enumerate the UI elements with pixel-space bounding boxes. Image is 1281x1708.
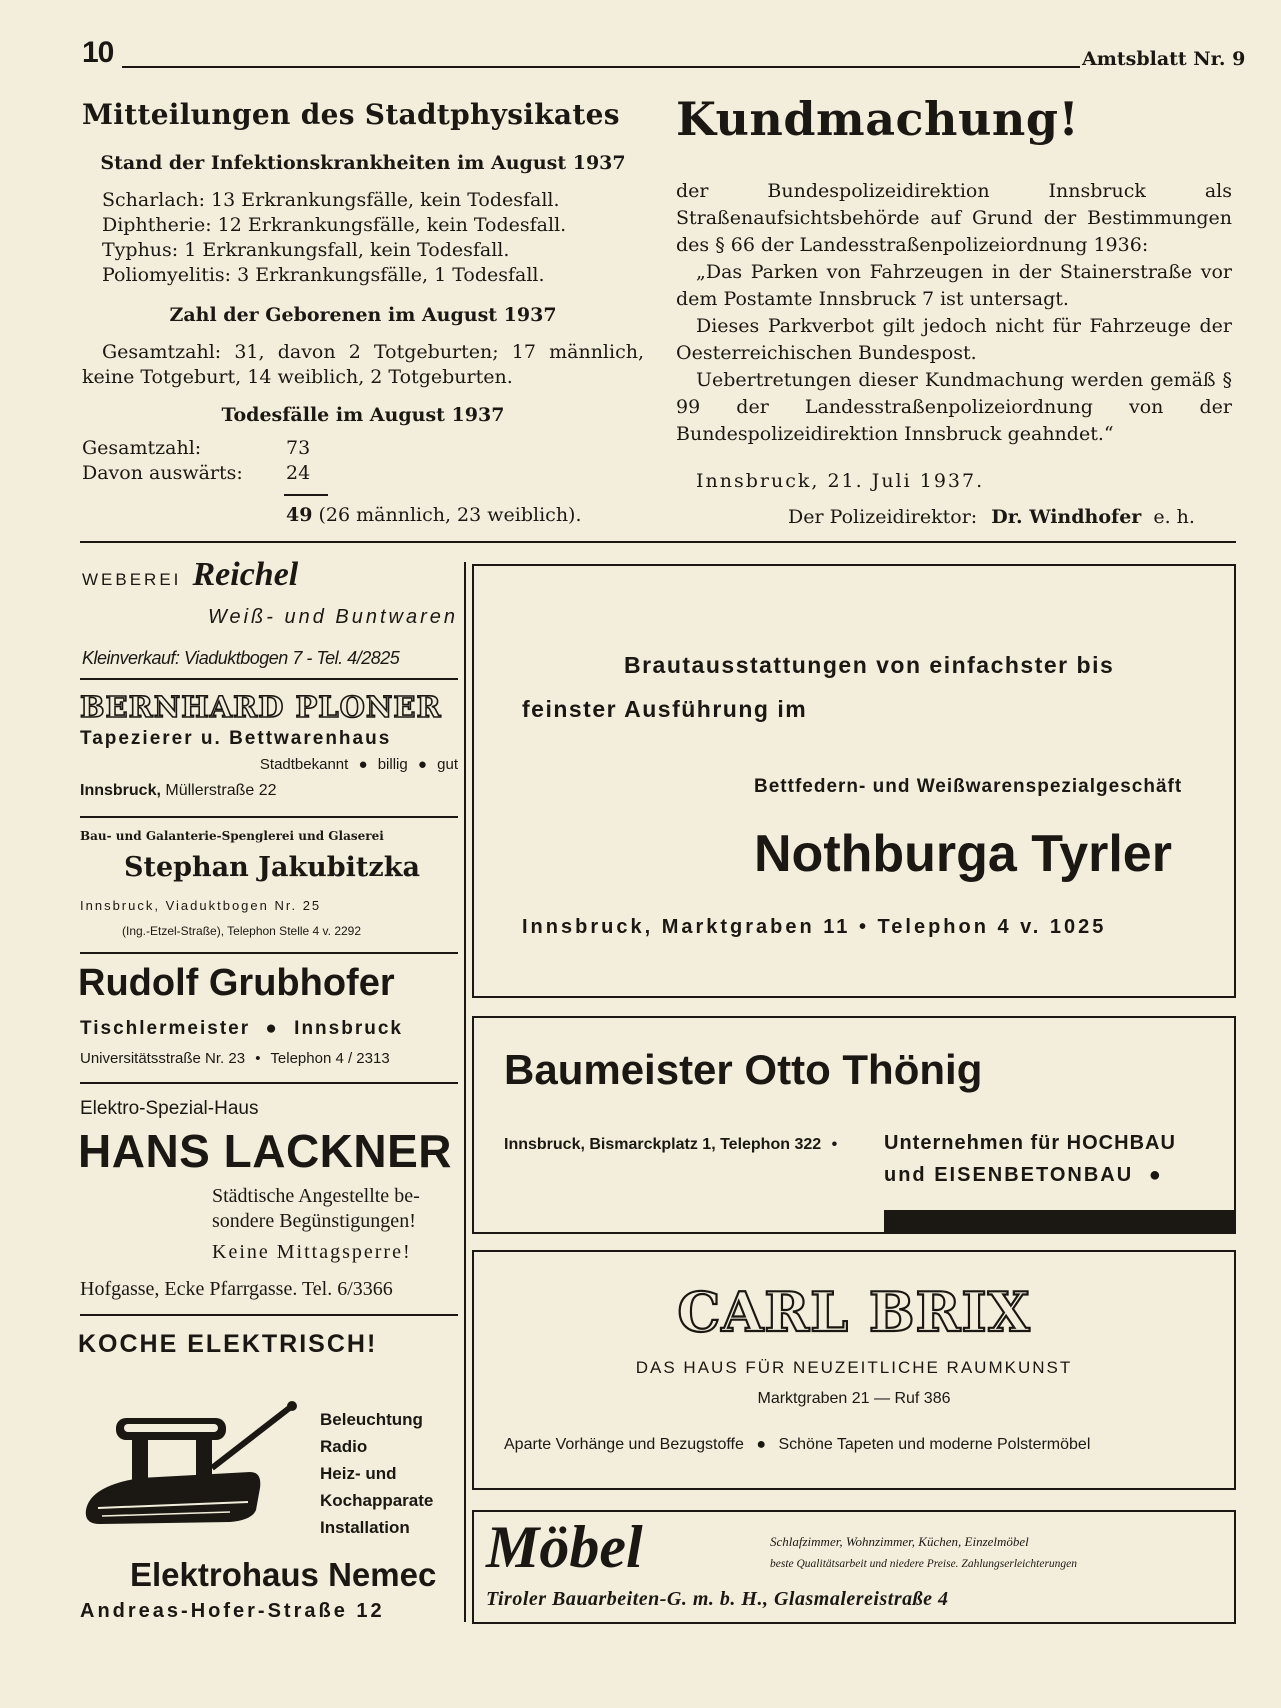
nemec-name: Elektrohaus Nemec [130,1556,437,1593]
jakubitzka-name: Stephan Jakubitzka [124,852,420,883]
thoenig-address-text: Innsbruck, Bismarckplatz 1, Telephon 322 [504,1136,822,1153]
tyrler-line2: feinster Ausführung im [522,696,808,722]
page-number: 10 [82,36,114,69]
bullet-icon: ● [1148,1164,1163,1186]
ad-moebel [472,1510,1236,1624]
tyrler-trade: Bettfedern- und Weißwarenspezialgeschäft [754,776,1183,797]
tyrler-address: Innsbruck, Marktgraben 11 • Telephon 4 v. 1025 [522,916,1107,938]
bullet-icon: • [831,1136,838,1153]
signature-suffix: e. h. [1153,506,1195,528]
lackner-name: HANS LACKNER [78,1125,452,1177]
ploner-tag: gut [437,756,458,773]
infection-line: Diphtherie: 12 Erkrankungsfälle, kein Todesfall. [102,214,567,236]
deaths-total [286,504,582,526]
bullet-icon: ● [358,756,368,773]
deaths-total-note: (26 männlich, 23 weiblich). [318,504,582,526]
ad-divider [80,1314,458,1316]
ad-divider [80,952,458,954]
ploner-tag: billig [377,756,408,773]
thoenig-services2: und EISENBETONBAU [884,1164,1134,1186]
ploner-city: Innsbruck, [80,782,161,799]
deaths-value: 24 [286,462,311,484]
thoenig-address [504,1136,843,1154]
bullet-icon: • [255,1050,261,1067]
deaths-value: 73 [286,437,311,459]
grubhofer-street: Universitätsstraße Nr. 23 [80,1050,246,1067]
nemec-item: Kochapparate [320,1491,434,1510]
deaths-row [82,436,310,461]
lackner-kicker: Elektro-Spezial-Haus [80,1098,259,1119]
ploner-trade: Tapezierer u. Bettwarenhaus [80,728,392,749]
ad-brix [472,1250,1236,1490]
ploner-street: Müllerstraße 22 [165,782,277,799]
ad-reichel [82,556,458,594]
moebel-company: Tiroler Bauarbeiten-G. m. b. H., Glasmalereistraße 4 [486,1588,949,1610]
kundmachung-paragraph: der Bundespolizeidirektion Innsbruck als Straßenaufsichtsbehörde auf Grund der Bestimmungen des § 66 der Landesstraßenpolizeiordnung 1936: [676,180,1232,256]
brix-offers [504,1436,1090,1454]
thoenig-name: Baumeister Otto Thönig [504,1046,983,1093]
nemec-item: Heiz- und [320,1464,397,1483]
tyrler-name: Nothburga Tyrler [754,825,1172,883]
moebel-line1: Schlafzimmer, Wohnzimmer, Küchen, Einzelmöbel [770,1534,1029,1549]
grubhofer-trade [80,1018,403,1040]
ploner-tagline [82,756,458,773]
brix-offer: Aparte Vorhänge und Bezugstoffe [504,1436,744,1453]
infections-heading: Stand der Infektionskrankheiten im August 1937 [100,152,626,174]
lackner-note: Städtische Angestellte be- [212,1185,420,1207]
moebel-name: Möbel [486,1514,643,1580]
deaths-heading: Todesfälle im August 1937 [221,404,505,426]
kundmachung-body [676,178,1232,448]
deaths-total-value: 49 [286,504,313,526]
signature-prefix: Der Polizeidirektor: [788,506,978,528]
brix-name: CARL BRIX [677,1280,1031,1344]
brix-tagline: DAS HAUS FÜR NEUZEITLICHE RAUMKUNST [635,1358,1073,1377]
reichel-tagline: Weiß- und Buntwaren [207,606,458,628]
column-rule [464,562,466,1622]
grubhofer-trade-right: Innsbruck [294,1018,403,1039]
kundmachung-paragraph: Uebertretungen dieser Kundmachung werden gemäß § 99 der Landesstraßenpolizeiordnung von der Bundespolizeidirektion Innsbruck geahndet.“ [676,369,1232,445]
reichel-prefix: WEBEREI [82,570,182,589]
bullet-icon: ● [417,756,427,773]
bullet-icon: ● [265,1018,279,1039]
lackner-address: Hofgasse, Ecke Pfarrgasse. Tel. 6/3366 [80,1278,393,1300]
sum-rule [284,494,328,496]
infection-line: Poliomyelitis: 3 Erkrankungsfälle, 1 Todesfall. [102,264,545,286]
publication-label: Amtsblatt Nr. 9 [1082,48,1246,70]
header-rule [122,66,1080,68]
grubhofer-address [80,1050,390,1067]
ploner-name: BERNHARD PLONER [80,690,442,724]
brix-address: Marktgraben 21 — Ruf 386 [757,1390,951,1407]
nemec-item: Radio [320,1437,368,1456]
reichel-name: Reichel [192,556,299,593]
jakubitzka-address1: Innsbruck, Viaduktbogen Nr. 25 [80,898,322,913]
nemec-address: Andreas-Hofer-Straße 12 [80,1600,385,1622]
infections-list [102,188,566,288]
deaths-label: Davon auswärts: [82,462,243,484]
nemec-item: Beleuchtung [320,1410,423,1429]
lackner-note: Keine Mittagsperre! [212,1241,412,1263]
section-rule [80,541,1236,543]
lackner-notes [212,1184,460,1265]
nemec-headline: KOCHE ELEKTRISCH! [78,1330,378,1358]
ploner-tag: Stadtbekannt [259,756,349,773]
bullet-icon: ● [756,1436,767,1453]
thoenig-black-bar [884,1210,1234,1232]
deaths-table [82,436,310,486]
grubhofer-trade-left: Tischlermeister [80,1018,251,1039]
ad-divider [80,1082,458,1084]
thoenig-services [884,1164,1163,1187]
brix-offer: Schöne Tapeten und moderne Polstermöbel [778,1436,1091,1453]
place-date: Innsbruck, 21. Juli 1937. [696,470,985,492]
deaths-row [82,461,310,486]
ad-tyrler [472,564,1236,998]
grubhofer-name: Rudolf Grubhofer [78,962,395,1004]
article-title: Mitteilungen des Stadtphysikates [82,98,620,131]
kundmachung-paragraph: Dieses Parkverbot gilt jedoch nicht für Fahrzeuge der Oesterreichischen Bundespost. [676,315,1232,364]
jakubitzka-address2: (Ing.-Etzel-Straße), Telephon Stelle 4 v. 2292 [122,924,362,938]
ploner-address [80,782,277,800]
signature-name: Dr. Windhofer [991,506,1142,528]
moebel-line2: beste Qualitätsarbeit und niedere Preise. Zahlungserleichterungen [770,1558,1078,1570]
ad-divider [80,816,458,818]
kundmachung-title: Kundmachung! [676,92,1080,146]
infection-line: Typhus: 1 Erkrankungsfall, kein Todesfall. [102,239,510,261]
electric-iron-icon [80,1398,300,1538]
kundmachung-paragraph: „Das Parken von Fahrzeugen in der Stainerstraße vor dem Postamte Innsbruck 7 ist untersagt. [676,261,1232,310]
thoenig-services1: Unternehmen für HOCHBAU [884,1132,1176,1154]
ad-divider [80,678,458,680]
nemec-items [320,1406,433,1541]
jakubitzka-trade: Bau- und Galanterie-Spenglerei und Glaserei [80,829,384,843]
reichel-address: Kleinverkauf: Viaduktbogen 7 - Tel. 4/2825 [82,648,400,668]
ad-thoenig [472,1016,1236,1234]
tyrler-line1: Brautausstattungen von einfachster bis [624,652,1115,678]
lackner-note: sondere Begünstigungen! [212,1210,416,1232]
births-text: Gesamtzahl: 31, davon 2 Totgeburten; 17 männlich, keine Totgeburt, 14 weiblich, 2 Totgeburten. [82,341,644,388]
deaths-label: Gesamtzahl: [82,437,202,459]
grubhofer-phone: Telephon 4 / 2313 [270,1050,390,1067]
nemec-item: Installation [320,1518,410,1537]
births-heading: Zahl der Geborenen im August 1937 [169,304,557,326]
signature [788,506,1195,528]
infection-line: Scharlach: 13 Erkrankungsfälle, kein Todesfall. [102,189,560,211]
